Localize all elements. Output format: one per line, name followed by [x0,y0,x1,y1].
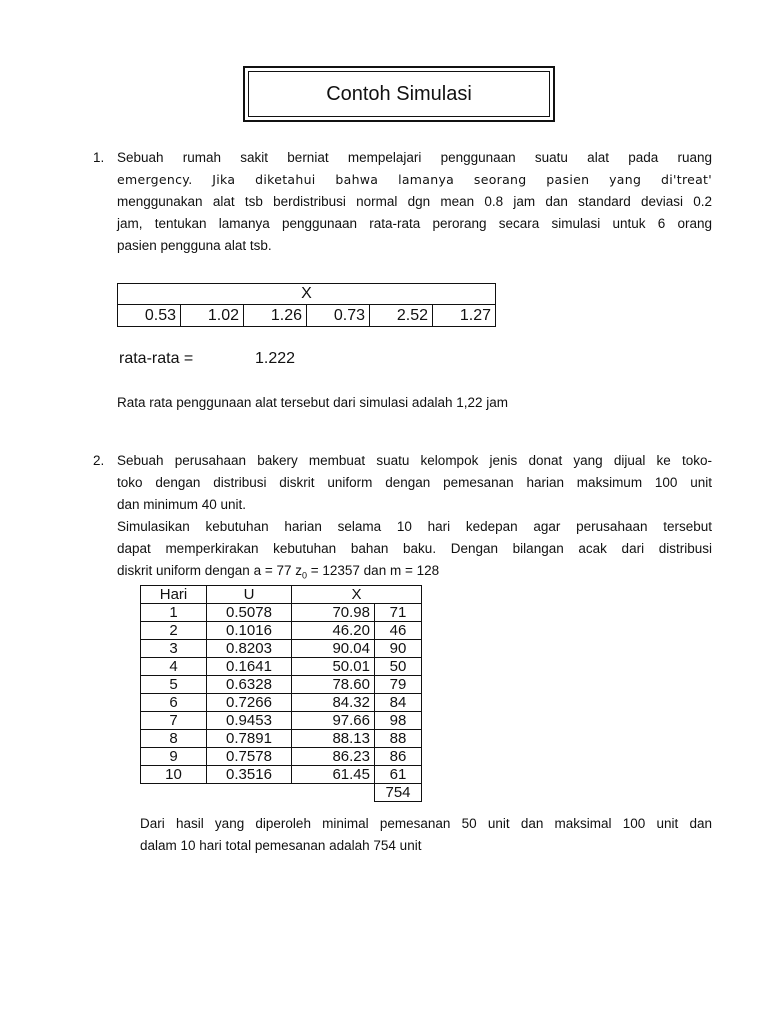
hari-cell: 1 [141,604,207,622]
q1-sample-table [117,283,496,327]
q1-value-cell: 0.73 [307,305,370,327]
hari-cell: 10 [141,766,207,784]
x-raw-cell: 84.32 [292,694,375,712]
table-row [141,748,422,766]
hari-cell: 4 [141,658,207,676]
table-row [141,604,422,622]
q1-line: Sebuah rumah sakit berniat mempelajari penggunaan suatu alat pada ruang [117,150,712,165]
x-rounded-cell: 88 [375,730,422,748]
q2-line: Sebuah perusahaan bakery membuat suatu kelompok jenis donat yang dijual ke toko- [117,453,712,468]
page-title: Contoh Simulasi [248,71,550,117]
q2-line: toko dengan distribusi diskrit uniform dengan pemesanan harian maksimum 100 unit [117,475,712,490]
q2-line: Simulasikan kebutuhan harian selama 10 hari kedepan agar perusahaan tersebut [117,519,712,534]
q2-subscript: 0 [301,570,307,581]
x-raw-cell: 70.98 [292,604,375,622]
u-cell: 0.7891 [207,730,292,748]
x-rounded-cell: 71 [375,604,422,622]
q1-value-cell: 0.53 [118,305,181,327]
q1-mean-value: 1.222 [255,350,296,367]
q1-value-cell: 2.52 [370,305,433,327]
q2-conclusion [140,813,712,857]
q1-value-cell: 1.02 [181,305,244,327]
q1-line: emergency. Jika diketahui bahwa lamanya seorang pasien yang di'treat' [117,172,712,187]
q1-line: menggunakan alat tsb berdistribusi normal dgn mean 0.8 jam dan standard deviasi 0.2 [117,194,712,209]
u-cell: 0.1641 [207,658,292,676]
x-rounded-cell: 46 [375,622,422,640]
hari-cell: 6 [141,694,207,712]
hari-cell: 8 [141,730,207,748]
hari-cell: 5 [141,676,207,694]
q2-line-with-subscript [117,560,712,582]
hari-cell: 9 [141,748,207,766]
x-rounded-cell: 79 [375,676,422,694]
hari-cell: 2 [141,622,207,640]
u-cell: 0.7578 [207,748,292,766]
question-1-text [117,147,712,257]
table-row [141,694,422,712]
question-1-number: 1. [93,150,105,165]
u-cell: 0.5078 [207,604,292,622]
table-row [141,640,422,658]
x-rounded-cell: 86 [375,748,422,766]
col-header-x: X [292,586,422,604]
x-rounded-cell: 84 [375,694,422,712]
hari-cell: 3 [141,640,207,658]
q1-line: jam, tentukan lamanya penggunaan rata-rata perorang secara simulasi untuk 6 orang [117,216,712,231]
x-raw-cell: 78.60 [292,676,375,694]
q1-line: pasien pengguna alat tsb. [117,238,272,253]
q1-value-cell: 1.26 [244,305,307,327]
x-rounded-cell: 90 [375,640,422,658]
x-raw-cell: 88.13 [292,730,375,748]
q2-conclusion-line: Dari hasil yang diperoleh minimal pemesanan 50 unit dan maksimal 100 unit dan [140,816,712,831]
title-box [243,66,555,122]
hari-cell: 7 [141,712,207,730]
x-rounded-cell: 50 [375,658,422,676]
u-cell: 0.1016 [207,622,292,640]
u-cell: 0.3516 [207,766,292,784]
x-raw-cell: 46.20 [292,622,375,640]
u-cell: 0.8203 [207,640,292,658]
q2-line-part: diskrit uniform dengan a = 77 z [117,563,302,578]
q2-table-body [141,604,422,784]
q2-line: dapat memperkirakan kebutuhan bahan baku. Dengan bilangan acak dari distribusi [117,541,712,556]
q1-conclusion: Rata rata penggunaan alat tersebut dari simulasi adalah 1,22 jam [117,395,508,410]
q2-line: dan minimum 40 unit. [117,497,247,512]
total-cell: 754 [375,784,422,802]
x-raw-cell: 97.66 [292,712,375,730]
table-row [141,712,422,730]
table-row [141,766,422,784]
x-raw-cell: 86.23 [292,748,375,766]
q1-table-header: X [118,284,496,305]
col-header-hari: Hari [141,586,207,604]
q2-simulation-table [140,585,422,802]
u-cell: 0.9453 [207,712,292,730]
q1-mean-label: rata-rata = [119,350,194,367]
table-row [141,622,422,640]
q1-value-cell: 1.27 [433,305,496,327]
total-spacer [141,784,375,802]
table-row [141,676,422,694]
q2-conclusion-line: dalam 10 hari total pemesanan adalah 754 unit [140,838,422,853]
u-cell: 0.6328 [207,676,292,694]
x-raw-cell: 50.01 [292,658,375,676]
question-2-text [117,450,712,582]
q2-line-part: = 12357 dan m = 128 [307,563,440,578]
col-header-u: U [207,586,292,604]
x-rounded-cell: 61 [375,766,422,784]
x-rounded-cell: 98 [375,712,422,730]
u-cell: 0.7266 [207,694,292,712]
question-2-number: 2. [93,453,105,468]
x-raw-cell: 90.04 [292,640,375,658]
x-raw-cell: 61.45 [292,766,375,784]
table-row [141,730,422,748]
table-row [141,658,422,676]
